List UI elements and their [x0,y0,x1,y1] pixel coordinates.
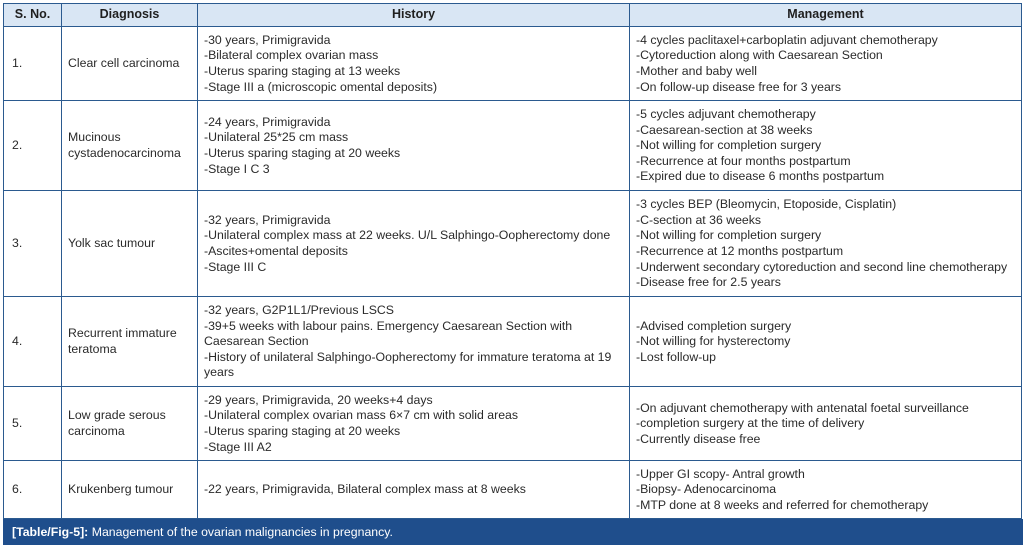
management-line: -completion surgery at the time of delivery [636,416,865,431]
cell-history [198,297,630,387]
management-line: -Not willing for completion surgery [636,138,822,153]
cell-diagnosis: Low grade serous carcinoma [62,387,198,461]
management-line: -Cytoreduction along with Caesarean Section [636,48,883,63]
cell-diagnosis: Yolk sac tumour [62,191,198,297]
history-line: -History of unilateral Salphingo-Oopherectomy for immature teratoma at 19 years [204,349,612,380]
cell-sno: 6. [4,461,62,519]
history-line: -Uterus sparing staging at 13 weeks [204,64,401,78]
table-row [4,27,1022,101]
table-row [4,191,1022,297]
management-line: -Disease free for 2.5 years [636,275,781,290]
cell-history [198,461,630,519]
caption-label: [Table/Fig-5]: [12,525,89,539]
cell-history [198,387,630,461]
cell-sno: 4. [4,297,62,387]
management-line: -Recurrence at 12 months postpartum [636,244,844,258]
management-line: -On adjuvant chemotherapy with antenatal foetal surveillance [636,400,969,415]
management-line: -Currently disease free [636,431,761,446]
history-line: -Stage III a (microscopic omental deposits) [204,79,438,94]
history-line: -Stage III C [204,259,267,274]
management-line: -MTP done at 8 weeks and referred for chemotherapy [636,497,929,512]
table-row [4,101,1022,191]
history-line: -32 years, G2P1L1/Previous LSCS [204,303,395,318]
management-line: -Not willing for hysterectomy [636,334,791,349]
cell-sno: 2. [4,101,62,191]
table-row [4,387,1022,461]
cell-diagnosis: Recurrent immature teratoma [62,297,198,387]
history-line: -Uterus sparing staging at 20 weeks [204,424,401,438]
history-line: -30 years, Primigravida [204,32,331,47]
management-line: -On follow-up disease free for 3 years [636,79,842,94]
management-line: -4 cycles paclitaxel+carboplatin adjuvant chemotherapy [636,32,938,47]
cell-sno: 1. [4,27,62,101]
history-line: -Unilateral complex ovarian mass 6×7 cm with solid areas [204,408,519,423]
management-line: -Recurrence at four months postpartum [636,153,851,168]
cell-management [630,387,1022,461]
caption-text: Management of the ovarian malignancies in pregnancy. [88,525,393,539]
history-line: -Unilateral complex mass at 22 weeks. U/L Salphingo-Oopherectomy done [204,228,611,243]
cell-diagnosis: Clear cell carcinoma [62,27,198,101]
management-line: -3 cycles BEP (Bleomycin, Etoposide, Cisplatin) [636,197,897,212]
table-row [4,297,1022,387]
management-line: -Caesarean-section at 38 weeks [636,122,813,137]
header-history: History [198,4,630,27]
history-line: -Uterus sparing staging at 20 weeks [204,146,401,160]
cell-history [198,191,630,297]
table-figure [3,3,1021,545]
table-caption [3,519,1023,545]
management-line: -Lost follow-up [636,349,716,364]
cell-history [198,27,630,101]
cell-sno: 5. [4,387,62,461]
history-line: -24 years, Primigravida [204,114,331,129]
header-row [4,4,1022,27]
cell-management [630,27,1022,101]
history-line: -Bilateral complex ovarian mass [204,48,379,63]
management-line: -5 cycles adjuvant chemotherapy [636,107,816,122]
history-line: -Ascites+omental deposits [204,244,348,258]
management-line: -C-section at 36 weeks [636,212,762,227]
header-diagnosis: Diagnosis [62,4,198,27]
table-row [4,461,1022,519]
management-line: -Expired due to disease 6 months postpartum [636,169,885,184]
history-line: -Stage III A2 [204,439,272,454]
history-line: -39+5 weeks with labour pains. Emergency Caesarean Section with Caesarean Section [204,318,573,349]
management-line: -Biopsy- Adenocarcinoma [636,482,777,497]
management-line: -Underwent secondary cytoreduction and second line chemotherapy [636,259,1008,274]
management-line: -Upper GI scopy- Antral growth [636,466,805,481]
history-line: -22 years, Primigravida, Bilateral complex mass at 8 weeks [204,482,526,497]
management-line: -Advised completion surgery [636,318,792,333]
management-line: -Mother and baby well [636,64,757,78]
cell-sno: 3. [4,191,62,297]
cell-management [630,461,1022,519]
history-line: -Unilateral 25*25 cm mass [204,130,349,145]
cell-diagnosis: Krukenberg tumour [62,461,198,519]
history-line: -32 years, Primigravida [204,212,331,227]
cell-diagnosis: Mucinous cystadenocarcinoma [62,101,198,191]
management-line: -Not willing for completion surgery [636,228,822,243]
cell-management [630,191,1022,297]
history-line: -29 years, Primigravida, 20 weeks+4 days [204,392,433,407]
cell-management [630,101,1022,191]
management-table [3,3,1022,519]
history-line: -Stage I C 3 [204,161,270,176]
cell-history [198,101,630,191]
header-sno: S. No. [4,4,62,27]
header-management: Management [630,4,1022,27]
cell-management [630,297,1022,387]
